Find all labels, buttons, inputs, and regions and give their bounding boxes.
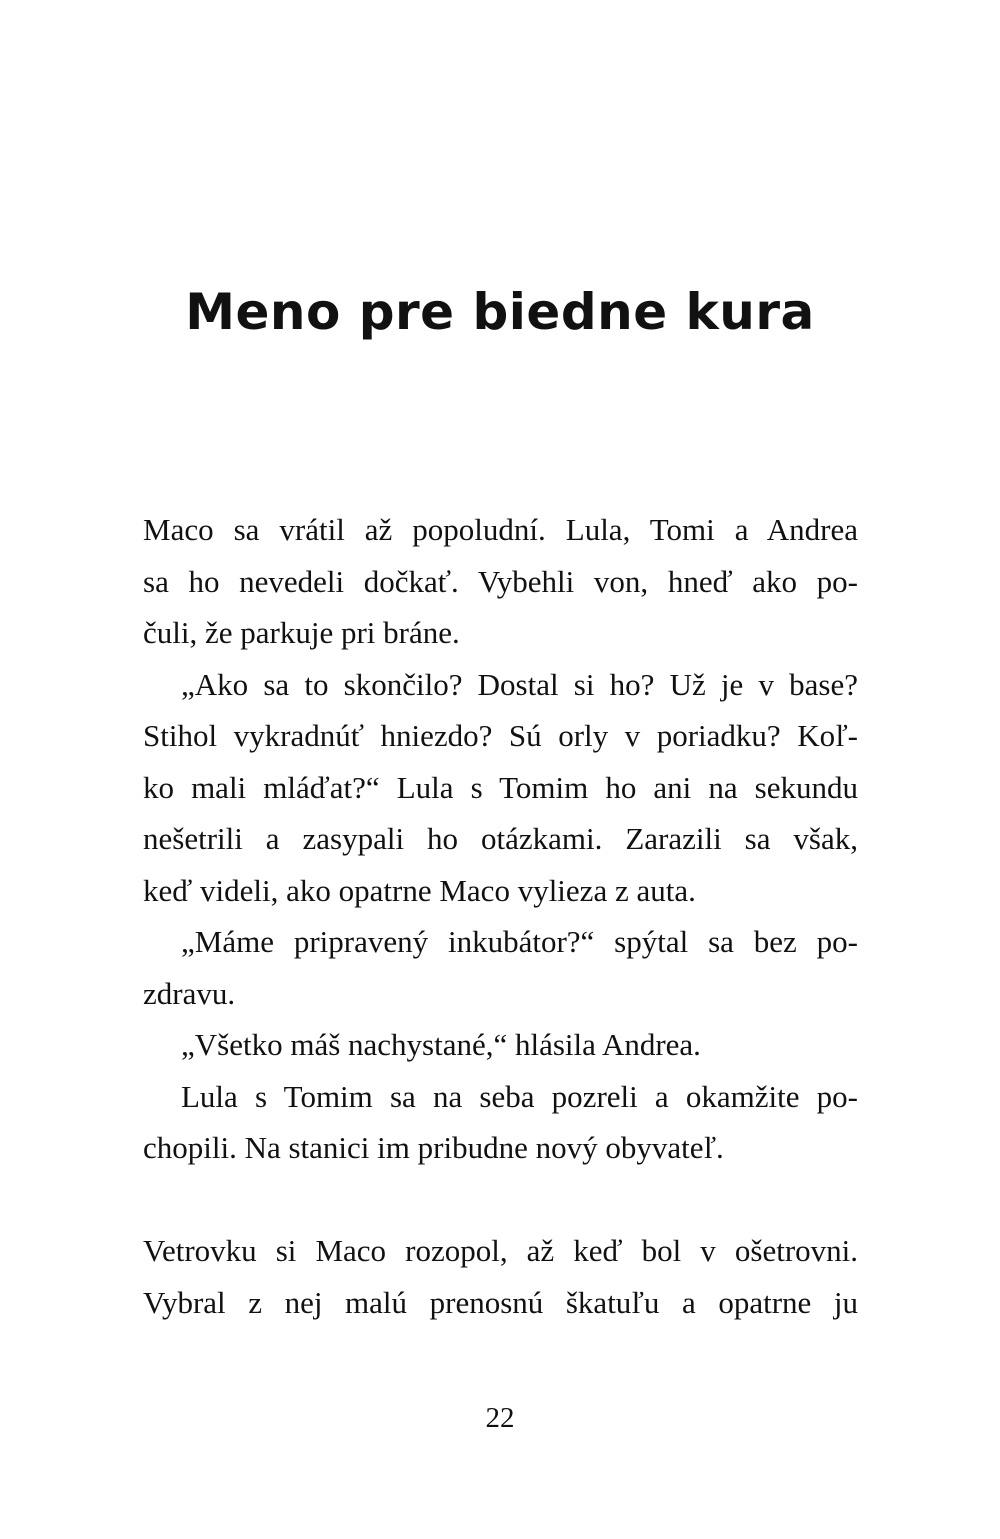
text-line: Stihol vykradnúť hniezdo? Sú orly v poriadku? Koľ- xyxy=(143,718,858,753)
text-line: „Ako sa to skončilo? Dostal si ho? Už je v base? xyxy=(181,666,858,702)
text-line: čuli, že parkuje pri bráne. xyxy=(143,615,460,650)
text-line: ko mali mláďat?“ Lula s Tomim ho ani na sekundu xyxy=(143,769,858,805)
chapter-title: Meno pre biedne kura xyxy=(185,283,815,341)
text-line: sa ho nevedeli dočkať. Vybehli von, hneď ako po- xyxy=(143,563,858,599)
text-line: chopili. Na stanici im pribudne nový obyvateľ. xyxy=(143,1130,724,1165)
text-line: Vybral z nej malú prenosnú škatuľu a opatrne ju xyxy=(143,1284,858,1320)
text-line: Lula s Tomim sa na seba pozreli a okamžite po- xyxy=(181,1078,858,1114)
page-number: 22 xyxy=(485,1402,515,1434)
body-text xyxy=(143,504,858,1328)
section-break xyxy=(143,1174,858,1226)
text-line: zdravu. xyxy=(143,975,236,1011)
text-line: Vetrovku si Maco rozopol, až keď bol v ošetrovni. xyxy=(143,1233,858,1268)
text-line: „Máme pripravený inkubátor?“ spýtal sa bez po- xyxy=(181,924,858,959)
text-line: „Všetko máš nachystané,“ hlásila Andrea. xyxy=(181,1027,701,1062)
text-line: keď videli, ako opatrne Maco vylieza z auta. xyxy=(143,872,696,908)
text-line: Maco sa vrátil až popoludní. Lula, Tomi a Andrea xyxy=(143,512,858,547)
text-line: nešetrili a zasypali ho otázkami. Zarazili sa však, xyxy=(143,821,858,856)
